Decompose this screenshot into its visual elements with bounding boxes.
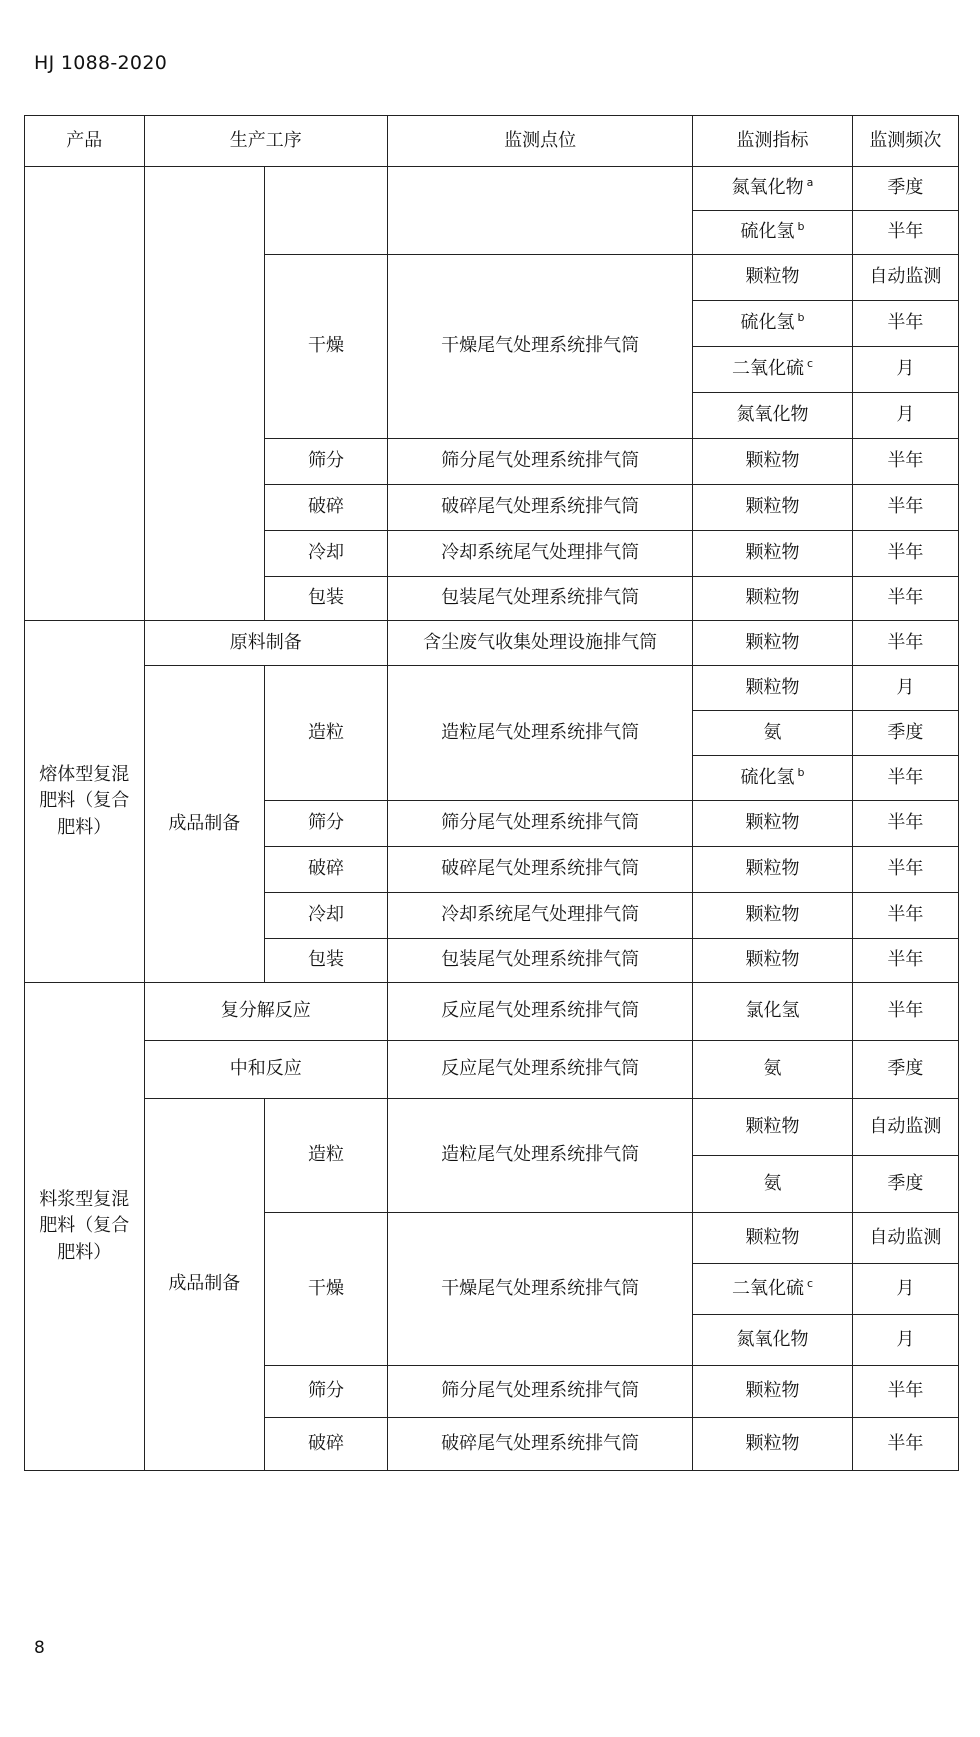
process-cell: 中和反应 <box>144 1041 387 1099</box>
indicator-cell: 颗粒物 <box>693 485 852 531</box>
point-cell: 反应尾气处理系统排气筒 <box>387 983 692 1041</box>
column-header-point: 监测点位 <box>387 116 692 167</box>
point-cell: 造粒尾气处理系统排气筒 <box>387 1099 692 1213</box>
process-cell: 原料制备 <box>144 621 387 666</box>
step-cell: 包装 <box>265 577 388 621</box>
frequency-cell: 半年 <box>852 801 958 847</box>
point-cell: 冷却系统尾气处理排气筒 <box>387 531 692 577</box>
table-row <box>25 983 959 1041</box>
point-cell: 造粒尾气处理系统排气筒 <box>387 666 692 801</box>
step-cell: 破碎 <box>265 1418 388 1471</box>
indicator-cell: 颗粒物 <box>693 893 852 939</box>
indicator-cell: 氮氧化物 <box>693 1315 852 1366</box>
step-cell: 包装 <box>265 939 388 983</box>
point-cell-empty <box>387 167 692 255</box>
frequency-cell: 半年 <box>852 621 958 666</box>
step-cell: 冷却 <box>265 893 388 939</box>
indicator-cell: 颗粒物 <box>693 577 852 621</box>
frequency-cell: 月 <box>852 347 958 393</box>
footnote-mark: c <box>807 357 814 371</box>
frequency-cell: 季度 <box>852 167 958 211</box>
footnote-mark: b <box>797 765 805 779</box>
point-cell: 包装尾气处理系统排气筒 <box>387 577 692 621</box>
footnote-mark: b <box>797 220 805 234</box>
indicator-cell: 二氧化硫 $^c$ <box>693 1264 852 1315</box>
frequency-cell: 半年 <box>852 211 958 255</box>
frequency-cell: 半年 <box>852 577 958 621</box>
frequency-cell: 自动监测 <box>852 255 958 301</box>
column-header-product: 产品 <box>25 116 145 167</box>
point-cell: 干燥尾气处理系统排气筒 <box>387 255 692 439</box>
frequency-cell: 自动监测 <box>852 1099 958 1156</box>
indicator-cell: 颗粒物 <box>693 621 852 666</box>
indicator-cell: 颗粒物 <box>693 801 852 847</box>
indicator-cell: 颗粒物 <box>693 439 852 485</box>
footnote-mark: b <box>797 311 805 325</box>
frequency-cell: 季度 <box>852 711 958 756</box>
step-cell: 破碎 <box>265 485 388 531</box>
indicator-cell: 氨 <box>693 711 852 756</box>
frequency-cell: 半年 <box>852 983 958 1041</box>
frequency-cell: 月 <box>852 393 958 439</box>
indicator-cell: 氨 <box>693 1156 852 1213</box>
step-cell: 筛分 <box>265 439 388 485</box>
indicator-cell: 颗粒物 <box>693 1418 852 1471</box>
step-cell: 筛分 <box>265 801 388 847</box>
indicator-cell: 硫化氢 $^b$ <box>693 301 852 347</box>
table-row <box>25 167 959 211</box>
step-cell: 干燥 <box>265 1213 388 1366</box>
table-row <box>25 621 959 666</box>
step-cell: 筛分 <box>265 1366 388 1418</box>
frequency-cell: 月 <box>852 1264 958 1315</box>
frequency-cell: 自动监测 <box>852 1213 958 1264</box>
step-cell-empty <box>265 167 388 255</box>
frequency-cell: 半年 <box>852 485 958 531</box>
point-cell: 冷却系统尾气处理排气筒 <box>387 893 692 939</box>
point-cell: 筛分尾气处理系统排气筒 <box>387 439 692 485</box>
point-cell: 破碎尾气处理系统排气筒 <box>387 847 692 893</box>
process-cell-empty <box>144 167 265 621</box>
point-cell: 筛分尾气处理系统排气筒 <box>387 801 692 847</box>
table-row <box>25 666 959 711</box>
indicator-cell: 硫化氢 $^b$ <box>693 756 852 801</box>
table-row <box>25 1099 959 1156</box>
frequency-cell: 季度 <box>852 1041 958 1099</box>
column-header-process: 生产工序 <box>144 116 387 167</box>
step-cell: 破碎 <box>265 847 388 893</box>
point-cell: 反应尾气处理系统排气筒 <box>387 1041 692 1099</box>
frequency-cell: 半年 <box>852 939 958 983</box>
column-header-frequency: 监测频次 <box>852 116 958 167</box>
point-cell: 干燥尾气处理系统排气筒 <box>387 1213 692 1366</box>
frequency-cell: 半年 <box>852 893 958 939</box>
indicator-cell: 颗粒物 <box>693 1099 852 1156</box>
indicator-cell: 颗粒物 <box>693 666 852 711</box>
indicator-cell: 颗粒物 <box>693 531 852 577</box>
product-cell: 料浆型复混 肥料（复合 肥料） <box>25 983 145 1471</box>
process-cell: 成品制备 <box>144 1099 265 1471</box>
frequency-cell: 半年 <box>852 756 958 801</box>
indicator-cell: 氮氧化物 $^a$ <box>693 167 852 211</box>
step-cell: 造粒 <box>265 666 388 801</box>
product-cell-empty <box>25 167 145 621</box>
indicator-cell: 氨 <box>693 1041 852 1099</box>
frequency-cell: 半年 <box>852 531 958 577</box>
indicator-cell: 颗粒物 <box>693 1213 852 1264</box>
indicator-cell: 二氧化硫 $^c$ <box>693 347 852 393</box>
product-cell: 熔体型复混 肥料（复合 肥料） <box>25 621 145 983</box>
point-cell: 破碎尾气处理系统排气筒 <box>387 1418 692 1471</box>
monitoring-table <box>24 115 959 1471</box>
table-header-row <box>25 116 959 167</box>
column-header-indicator: 监测指标 <box>693 116 852 167</box>
footnote-mark: a <box>806 176 814 190</box>
frequency-cell: 月 <box>852 666 958 711</box>
frequency-cell: 半年 <box>852 847 958 893</box>
process-cell: 成品制备 <box>144 666 265 983</box>
frequency-cell: 半年 <box>852 439 958 485</box>
point-cell: 包装尾气处理系统排气筒 <box>387 939 692 983</box>
indicator-cell: 颗粒物 <box>693 255 852 301</box>
frequency-cell: 半年 <box>852 1418 958 1471</box>
indicator-cell: 颗粒物 <box>693 939 852 983</box>
frequency-cell: 半年 <box>852 301 958 347</box>
indicator-cell: 硫化氢 $^b$ <box>693 211 852 255</box>
page-number: 8 <box>34 1638 45 1658</box>
footnote-mark: c <box>807 1276 814 1290</box>
indicator-cell: 氯化氢 <box>693 983 852 1041</box>
frequency-cell: 半年 <box>852 1366 958 1418</box>
point-cell: 破碎尾气处理系统排气筒 <box>387 485 692 531</box>
table-row <box>25 1041 959 1099</box>
frequency-cell: 季度 <box>852 1156 958 1213</box>
step-cell: 干燥 <box>265 255 388 439</box>
step-cell: 造粒 <box>265 1099 388 1213</box>
point-cell: 含尘废气收集处理设施排气筒 <box>387 621 692 666</box>
standard-code: HJ 1088-2020 <box>34 52 168 74</box>
step-cell: 冷却 <box>265 531 388 577</box>
process-cell: 复分解反应 <box>144 983 387 1041</box>
indicator-cell: 颗粒物 <box>693 847 852 893</box>
frequency-cell: 月 <box>852 1315 958 1366</box>
indicator-cell: 氮氧化物 <box>693 393 852 439</box>
point-cell: 筛分尾气处理系统排气筒 <box>387 1366 692 1418</box>
indicator-cell: 颗粒物 <box>693 1366 852 1418</box>
